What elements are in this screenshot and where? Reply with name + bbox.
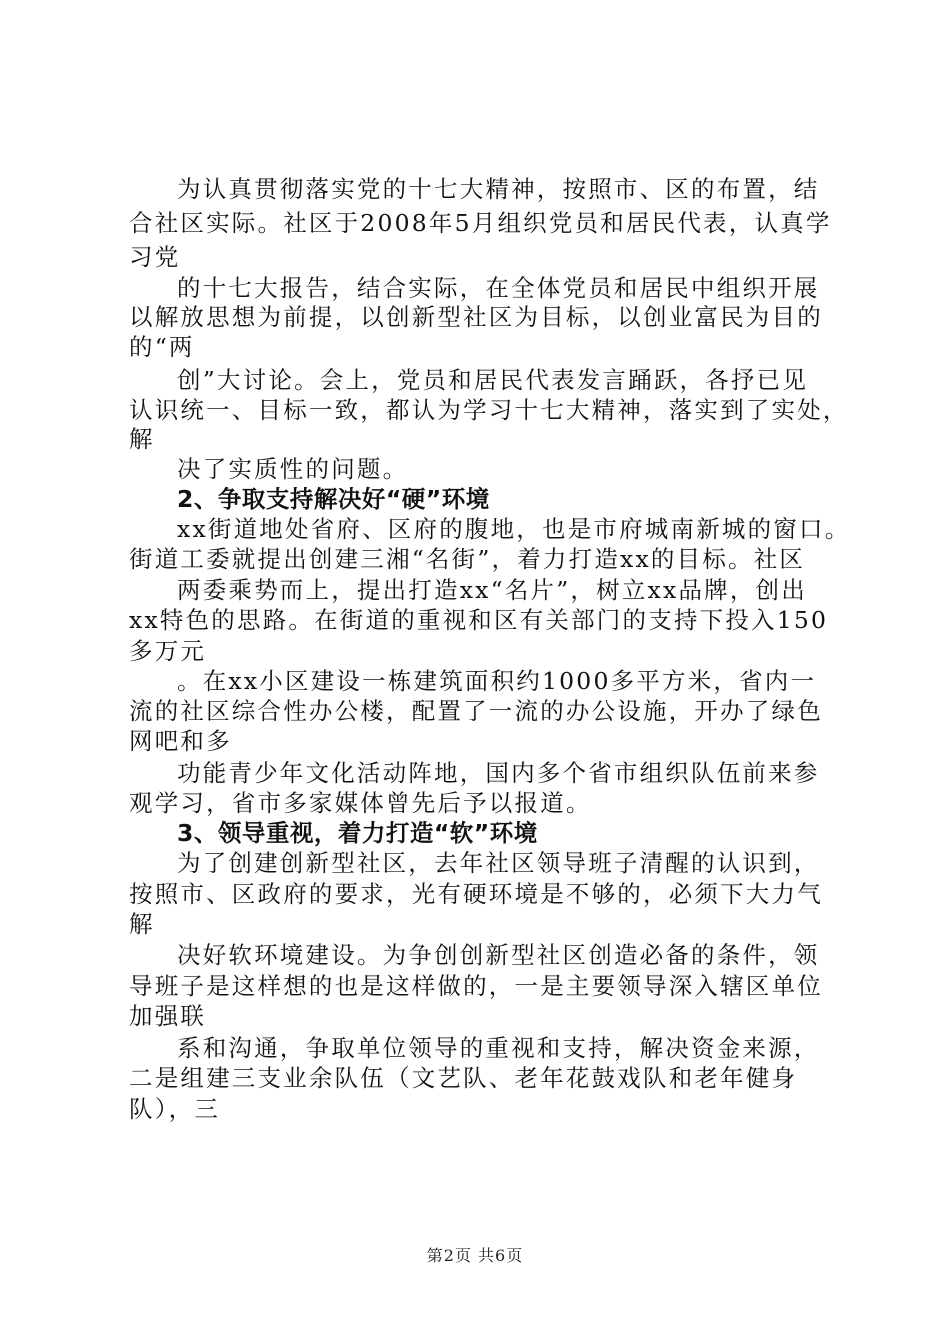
- section-heading: 2、争取支持解决好“硬”环境: [177, 485, 490, 513]
- text-line: 按照市、区政府的要求，光有硬环境是不够的，必须下大力气: [129, 880, 823, 908]
- text-line: 解: [129, 910, 155, 938]
- text-line: 决好软环境建设。为争创创新型社区创造必备的条件，领: [177, 941, 820, 969]
- text-line: xx街道地处省府、区府的腹地，也是市府城南新城的窗口。: [177, 515, 851, 543]
- text-line: 系和沟通，争取单位领导的重视和支持，解决资金来源，: [177, 1034, 820, 1062]
- text-line: 的十七大报告，结合实际，在全体党员和居民中组织开展: [177, 274, 820, 302]
- text-line: 导班子是这样想的也是这样做的，一是主要领导深入辖区单位: [129, 972, 823, 1000]
- text-line: 决了实质性的问题。: [177, 455, 409, 483]
- text-line: xx特色的思路。在街道的重视和区有关部门的支持下投入150: [129, 606, 829, 634]
- text-line: 多万元: [129, 637, 207, 665]
- text-line: 加强联: [129, 1002, 207, 1030]
- text-line: 观学习，省市多家媒体曾先后予以报道。: [129, 789, 592, 817]
- text-line: 合社区实际。社区于2008年5月组织党员和居民代表，认真学: [129, 209, 832, 237]
- text-line: 二是组建三支业余队伍（文艺队、老年花鼓戏队和老年健身: [129, 1064, 798, 1092]
- text-line: 街道工委就提出创建三湘“名街”，着力打造xx的目标。社区: [129, 545, 806, 573]
- text-line: 。在xx小区建设一栋建筑面积约1000多平方米，省内一: [177, 667, 817, 695]
- text-line: 队），三: [129, 1095, 221, 1123]
- text-line: 功能青少年文化活动阵地，国内多个省市组织队伍前来参: [177, 759, 820, 787]
- section-heading: 3、领导重视，着力打造“软”环境: [177, 819, 538, 847]
- text-line: 习党: [129, 243, 181, 271]
- text-line: 解: [129, 425, 155, 453]
- page-number-footer: 第2页 共6页: [426, 1246, 524, 1265]
- text-line: 为了创建创新型社区，去年社区领导班子清醒的认识到，: [177, 849, 820, 877]
- text-line: 网吧和多: [129, 727, 232, 755]
- text-line: 两委乘势而上，提出打造xx“名片”，树立xx品牌，创出: [177, 576, 807, 604]
- text-line: 流的社区综合性办公楼，配置了一流的办公设施，开办了绿色: [129, 697, 823, 725]
- text-line: 创”大讨论。会上，党员和居民代表发言踊跃，各抒已见: [177, 366, 809, 394]
- text-line: 以解放思想为前提，以创新型社区为目标，以创业富民为目的: [129, 303, 823, 331]
- text-line: 的“两: [129, 333, 195, 361]
- text-line: 认识统一、目标一致，都认为学习十七大精神，落实到了实处，: [129, 396, 849, 424]
- text-line: 为认真贯彻落实党的十七大精神，按照市、区的布置，结: [177, 175, 820, 203]
